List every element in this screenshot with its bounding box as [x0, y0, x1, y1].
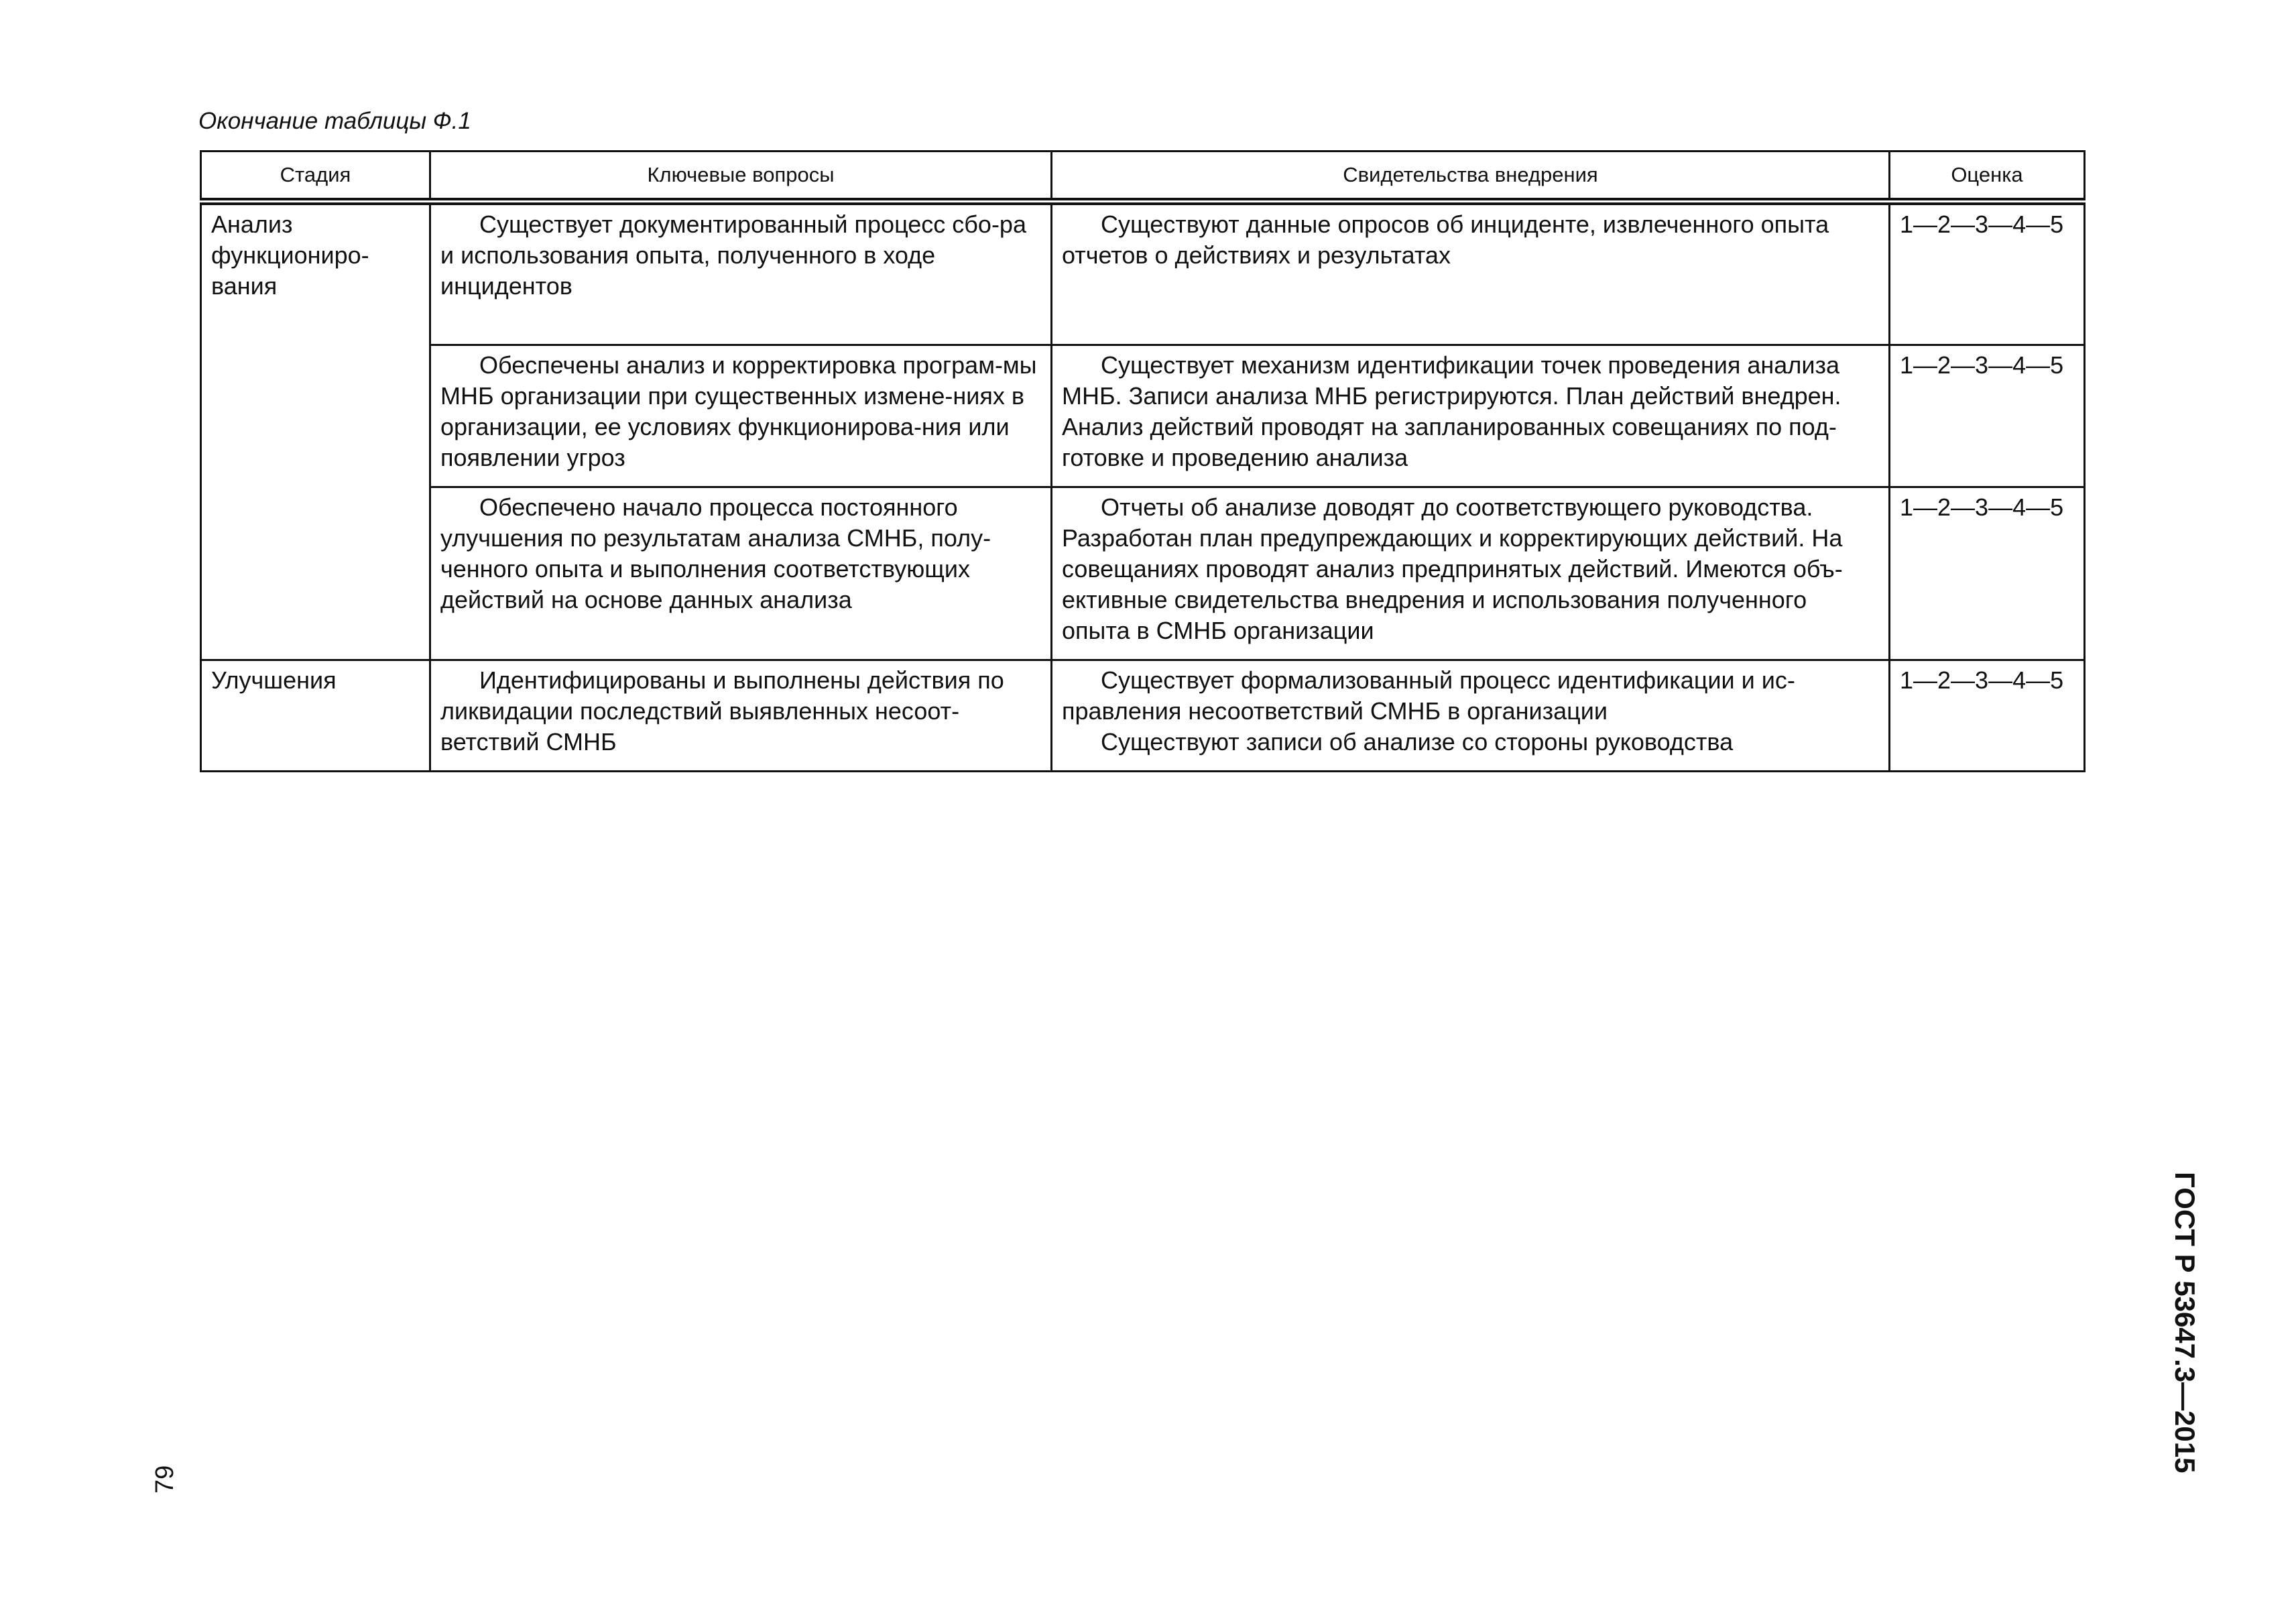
table-row: [201, 202, 2085, 345]
question-cell: [430, 660, 1052, 772]
assessment-table: [200, 150, 2086, 772]
stage-label: Анализ функциониро-вания: [211, 211, 369, 300]
evidence-text: Существует формализованный процесс идентификации и ис-правления несоответствий СМНБ в организации: [1062, 666, 1795, 725]
stage-cell: [201, 202, 430, 660]
score-cell: [1890, 345, 2085, 487]
score-cell: [1890, 487, 2085, 660]
score-cell: [1890, 660, 2085, 772]
standard-designation: [2167, 1172, 2200, 1494]
evidence-text: Существует механизм идентификации точек проведения анализа МНБ. Записи анализа МНБ регистрируются. План действий внедрен. Анализ действий проводят на запланированных совещаниях по под-готовке и проведению анализа: [1062, 351, 1841, 471]
question-cell: [430, 202, 1052, 345]
header-key-questions: Ключевые вопросы: [430, 152, 1052, 202]
question-cell: [430, 345, 1052, 487]
header-score: Оценка: [1890, 152, 2085, 202]
question-text: Обеспечены анализ и корректировка програм-мы МНБ организации при существенных измене-ниях в организации, ее условиях функционирова-ния или появлении угроз: [440, 351, 1037, 471]
question-text: Идентифицированы и выполнены действия по ликвидации последствий выявленных несоот-ветствий СМНБ: [440, 666, 1004, 756]
question-cell: [430, 487, 1052, 660]
table-header-row: [201, 152, 2085, 202]
header-stage: Стадия: [201, 152, 430, 202]
score-scale: 1—2—3—4—5: [1900, 351, 2064, 379]
evidence-text: Отчеты об анализе доводят до соответствующего руководства. Разработан план предупреждающих и корректирующих действий. На совещаниях проводят анализ предпринятых действий. Имеются объ-ективные свидетельства внедрения и использования полученного опыта в СМНБ организации: [1062, 493, 1843, 644]
score-scale: 1—2—3—4—5: [1900, 666, 2064, 694]
evidence-text: Существуют данные опросов об инциденте, извлеченного опыта отчетов о действиях и результатах: [1062, 211, 1829, 269]
evidence-cell: [1052, 487, 1890, 660]
table-caption: Окончание таблицы Ф.1: [198, 108, 471, 134]
stage-label: Улучшения: [211, 666, 337, 694]
score-scale: 1—2—3—4—5: [1900, 493, 2064, 521]
evidence-cell: [1052, 660, 1890, 772]
table-row: [201, 660, 2085, 772]
standard-designation-text: ГОСТ Р 53647.3—2015: [2169, 1172, 2201, 1474]
question-text: Существует документированный процесс сбо-ра и использования опыта, полученного в ходе инцидентов: [440, 211, 1026, 300]
question-text: Обеспечено начало процесса постоянного улучшения по результатам анализа СМНБ, полу-ченного опыта и выполнения соответствующих действий на основе данных анализа: [440, 493, 991, 613]
page-number-text: 79: [151, 1465, 179, 1494]
score-scale: 1—2—3—4—5: [1900, 211, 2064, 238]
evidence-cell: [1052, 202, 1890, 345]
evidence-text: Существуют записи об анализе со стороны руководства: [1101, 728, 1734, 756]
table-row: [201, 345, 2085, 487]
page-number: [152, 1453, 178, 1494]
stage-cell: [201, 660, 430, 772]
table-row: [201, 487, 2085, 660]
score-cell: [1890, 202, 2085, 345]
header-evidence: Свидетельства внедрения: [1052, 152, 1890, 202]
evidence-cell: [1052, 345, 1890, 487]
